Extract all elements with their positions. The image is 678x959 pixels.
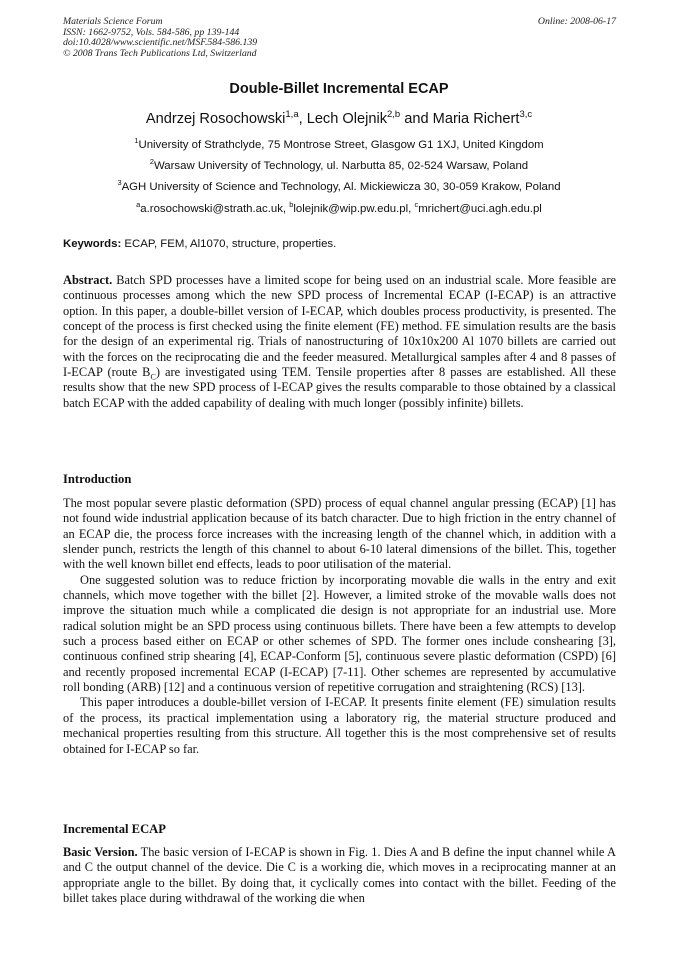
- abstract-subscript: C: [150, 372, 156, 382]
- affiliation-1: [0, 136, 678, 151]
- paragraph: One suggested solution was to reduce friction by incorporating movable die walls in the entry and exit channels, which move together with the billet [2]. However, a limited stroke of the movable walls does not improve the situation much while a complicated die design is not appropriate for an industrial use. More radical solution might be an SPD process using continuous billets. There have been a few attempts to develop such a process based either on ECAP or other schemes of SPD. The former ones include conshearing [3], continuous confined strip shearing [4], ECAP-Conform [5], continuous severe plastic deformation (CSPD) [6] and recently proposed incremental ECAP (I-ECAP) [7-11]. Other schemes are represented by accumulative roll bonding (ARB) [12] and a continuous version of repetitive corrugation and straightening (RCS) [13].: [63, 572, 616, 695]
- introduction-body: [63, 496, 616, 757]
- email-superscript: a: [136, 200, 141, 210]
- email-text: a.rosochowski@strath.ac.uk,: [140, 203, 290, 215]
- author-name: Maria Richert: [432, 111, 520, 127]
- copyright-line: © 2008 Trans Tech Publications Ltd, Switzerland: [63, 47, 257, 59]
- incremental-ecap-body: [63, 845, 616, 906]
- author-list: [0, 111, 678, 127]
- email-text: lolejnik@wip.pw.edu.pl,: [293, 203, 415, 215]
- keywords: [63, 238, 336, 250]
- abstract-label: Abstract.: [63, 273, 113, 287]
- journal-name: Materials Science Forum: [63, 16, 163, 27]
- abstract-paragraph: [63, 273, 616, 411]
- affiliation-text: University of Strathclyde, 75 Montrose Street, Glasgow G1 1XJ, United Kingdom: [138, 139, 544, 151]
- issn-line: ISSN: 1662-9752, Vols. 584-586, pp 139-144: [63, 26, 240, 38]
- affiliation-2: [0, 157, 678, 172]
- affiliation-3: [0, 178, 678, 193]
- paragraph: The most popular severe plastic deformation (SPD) process of equal channel angular pressing (ECAP) [1] has not found wide industrial application because of its batch character. Due to high friction in the entry channel of an ECAP die, the process force increases with the increasing length of the channel which, in addition with a slender punch, restricts the length of this channel to about 6-10 lateral dimensions of the billet. This, together with the well known billet end effects, leads to poor utilisation of the material.: [63, 496, 616, 572]
- doi-line: doi:10.4028/www.scientific.net/MSF.584-586.139: [63, 37, 258, 49]
- abstract-text: Batch SPD processes have a limited scope for being used on an industrial scale. More feasible are continuous processes among which the new SPD process of Incremental ECAP (I-ECAP) is an attractive option. In this paper, a double-billet version of I-ECAP, which doubles process productivity, is presented. The concept of the process is first checked using the finite element (FE) method. FE simulation results are the basis for the design of an experimental rig. Trials of nanostructuring of 10x10x200 Al 1070 billets are carried out with the forces on the reciprocating die and the feeder measured. Metallurgical samples after 4 and 8 passes of I-ECAP (route B: [63, 273, 616, 380]
- email-text: mrichert@uci.agh.edu.pl: [418, 203, 542, 215]
- email-superscript: b: [289, 200, 294, 210]
- author-superscript: 1,a: [285, 109, 299, 121]
- author-separator: and: [400, 111, 433, 127]
- keywords-text: ECAP, FEM, Al1070, structure, properties.: [121, 238, 337, 250]
- paragraph: [63, 845, 616, 906]
- introduction-heading: Introduction: [63, 472, 132, 486]
- abstract-text-end: ) are investigated using TEM. Tensile properties after 8 passes are established. All these results show that the new SPD process of I-ECAP gives the results comparable to those obtained by a classical batch ECAP with the added capability of dealing with much longer (possibly infinite) billets.: [63, 365, 617, 410]
- abstract: [63, 273, 616, 411]
- author-superscript: 2,b: [387, 109, 401, 121]
- email-superscript: c: [414, 200, 419, 210]
- author-separator: ,: [298, 111, 307, 127]
- affiliation-text: Warsaw University of Technology, ul. Narbutta 85, 02-524 Warsaw, Poland: [153, 160, 529, 172]
- affiliation-superscript: 2: [149, 157, 154, 167]
- author-name: Lech Olejnik: [306, 111, 388, 127]
- author-name: Andrzej Rosochowski: [145, 111, 286, 127]
- paragraph: This paper introduces a double-billet version of I-ECAP. It presents finite element (FE) simulation results of the process, its practical implementation using a laboratory rig, the material structure produced and mechanical properties resulting from this structure. All together this is the most comprehensive set of results obtained for I-ECAP so far.: [63, 695, 616, 756]
- affiliation-superscript: 3: [117, 178, 122, 188]
- journal-header: [63, 17, 616, 59]
- affiliation-text: AGH University of Science and Technology, Al. Mickiewicza 30, 30-059 Krakow, Poland: [121, 181, 561, 193]
- basic-version-label: Basic Version.: [63, 845, 138, 859]
- incremental-ecap-heading: Incremental ECAP: [63, 822, 166, 836]
- basic-version-text: The basic version of I-ECAP is shown in Fig. 1. Dies A and B define the input channel while A and C the output channel of the device. Die C is a working die, which moves in a reciprocating manner at an appropriate angle to the billet. By doing that, it cyclically comes into contact with the billet. Feeding of the billet takes place during withdrawal of the working die when: [63, 845, 616, 906]
- keywords-label: Keywords:: [63, 238, 122, 250]
- paper-title: Double-Billet Incremental ECAP: [229, 81, 449, 97]
- email-line: [0, 200, 678, 215]
- author-superscript: 3,c: [519, 109, 533, 121]
- affiliation-superscript: 1: [134, 136, 139, 146]
- online-date: Online: 2008-06-17: [537, 16, 616, 27]
